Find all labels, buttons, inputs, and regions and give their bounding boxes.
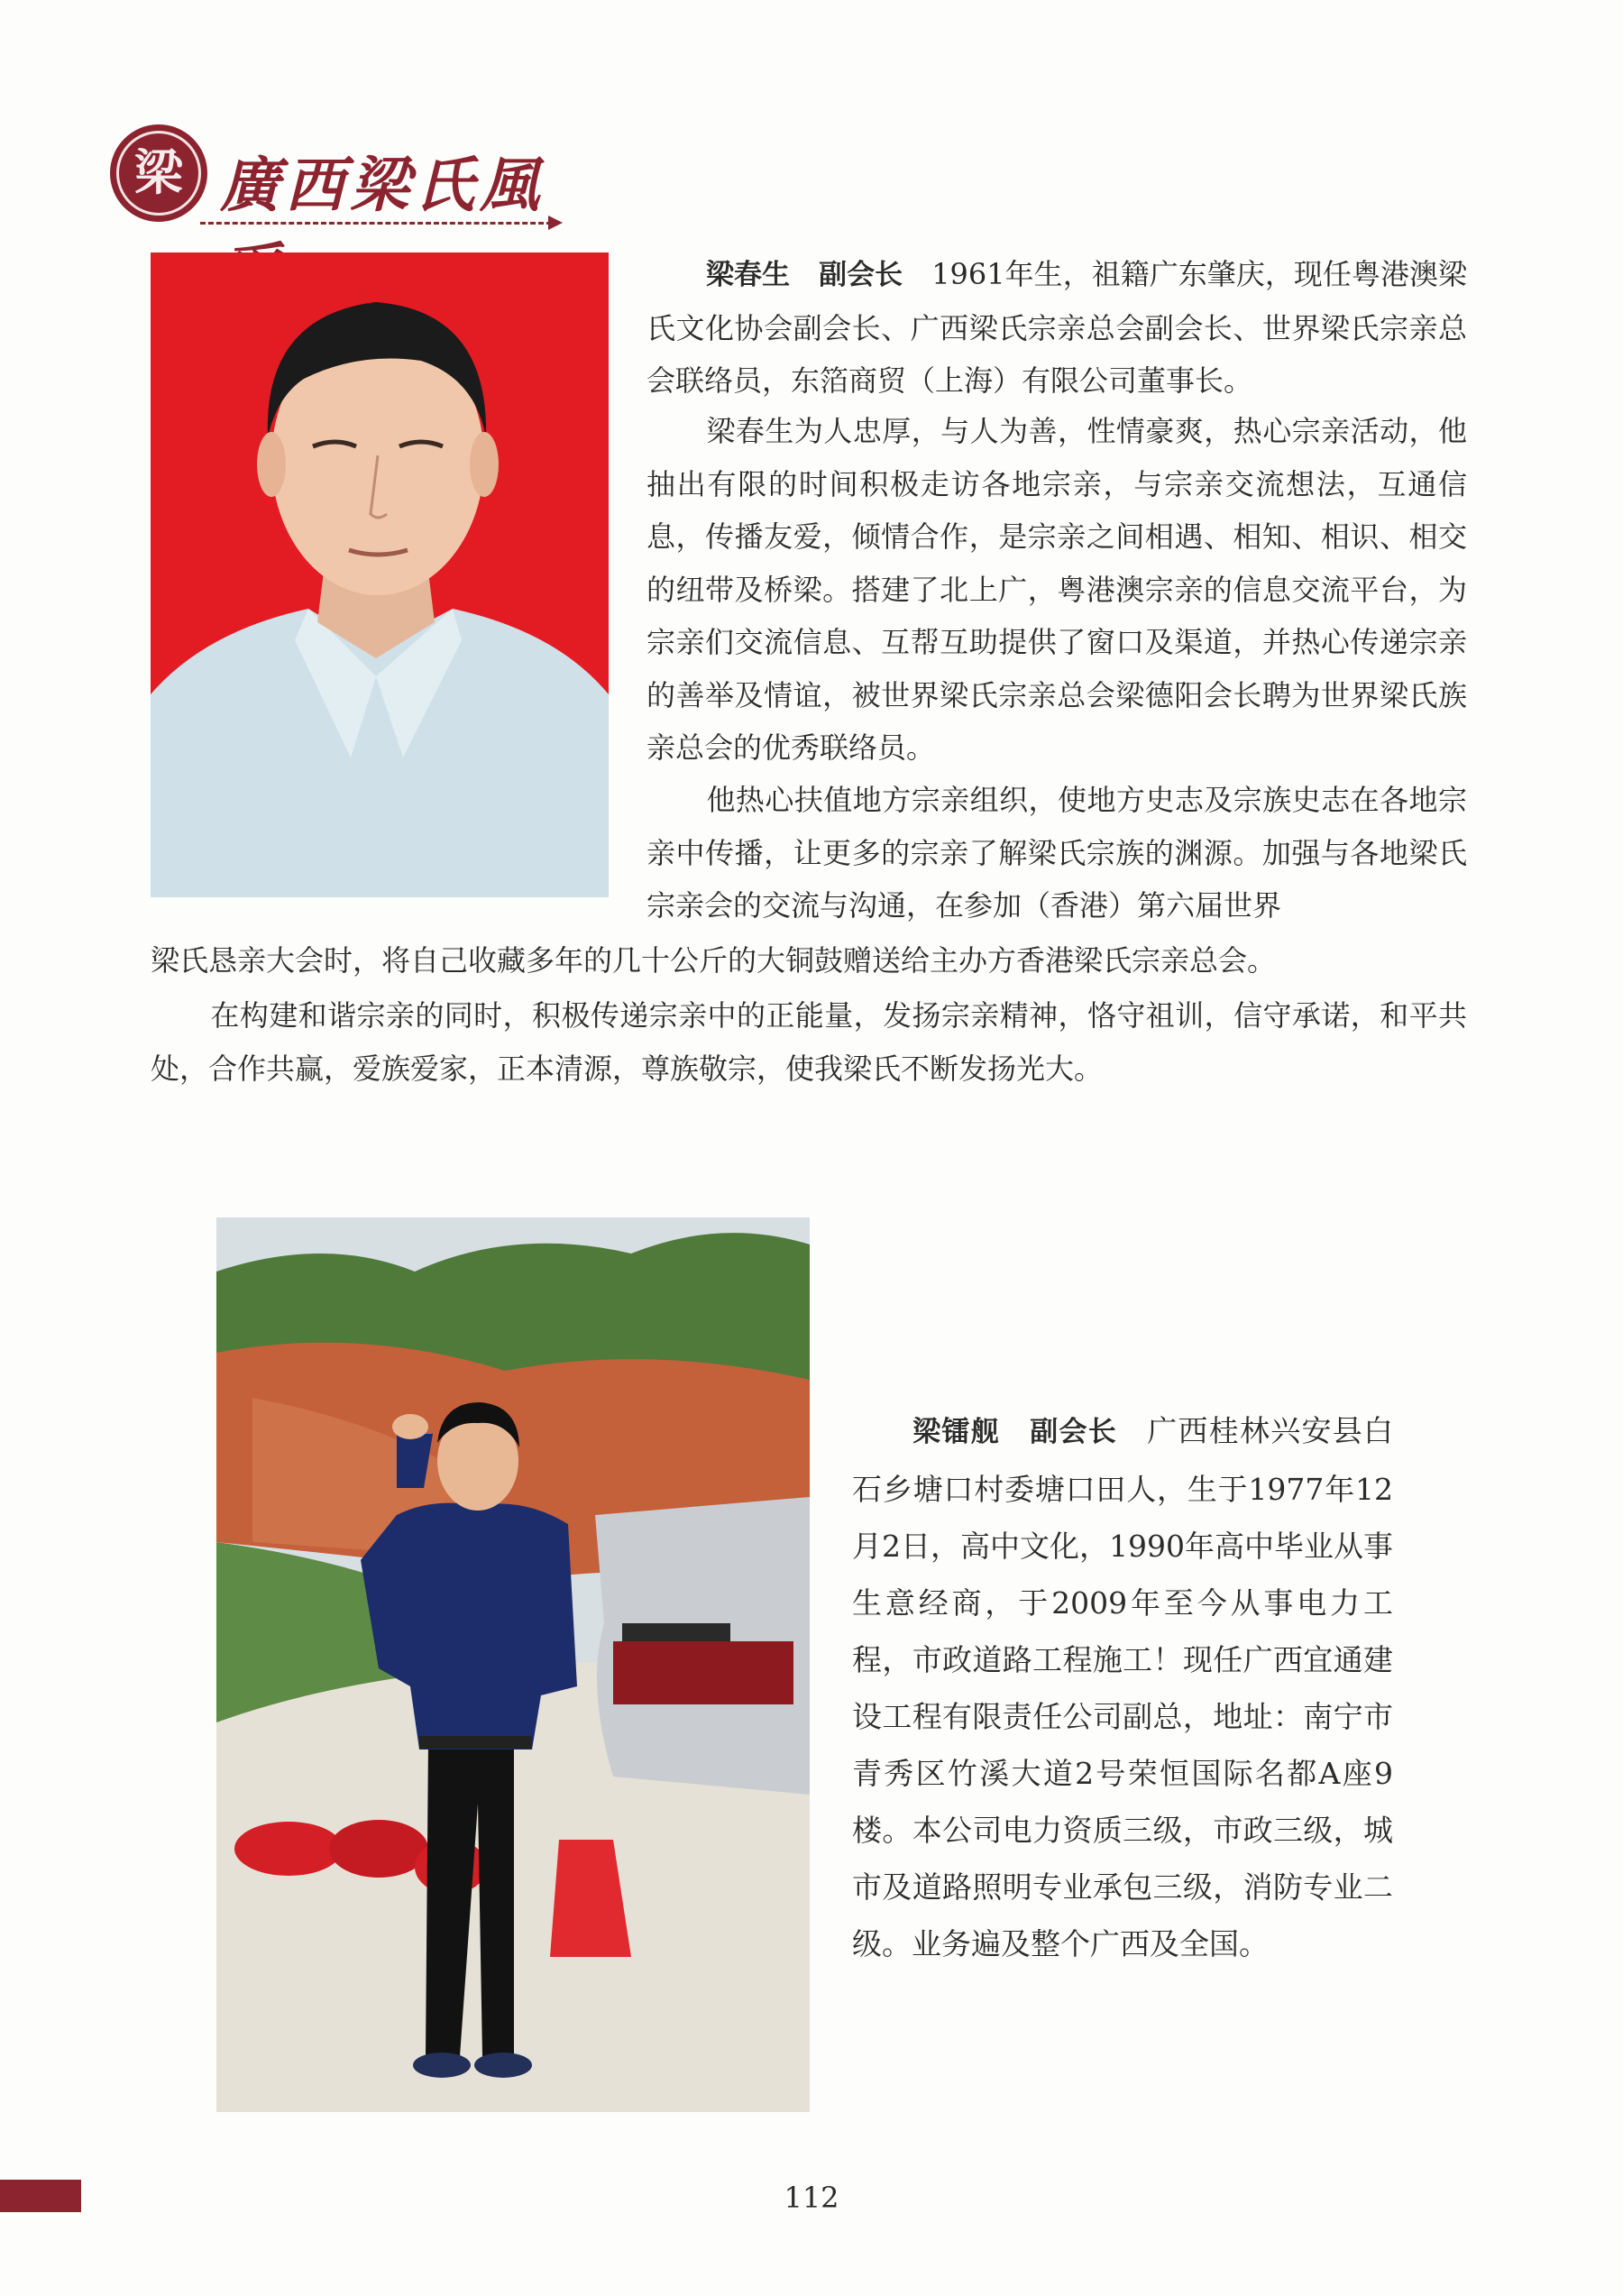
person-name: 梁镭舰 — [912, 1416, 1000, 1448]
bio-paragraph — [646, 774, 1467, 932]
seal-character: 梁 — [116, 131, 201, 216]
seal-icon — [110, 124, 207, 222]
bio-intro-chunsheng — [646, 248, 1467, 408]
paragraph-text: 梁氏恳亲大会时，将自己收藏多年的几十公斤的大铜鼓赠送给主办方香港梁氏宗亲总会。 — [151, 943, 1277, 978]
person-name: 梁春生 — [706, 259, 791, 291]
intro-text: 1961年生，祖籍广东肇庆，现任粤港澳梁氏文化协会副会长、广西梁氏宗亲总会副会长、世界梁氏宗亲总会联络员，东箔商贸（上海）有限公司董事长。 — [646, 257, 1467, 398]
dashed-divider — [200, 222, 552, 225]
arrow-right-icon — [548, 216, 563, 230]
paragraph-text: 他热心扶值地方宗亲组织，使地方史志及宗族史志在各地宗亲中传播，让更多的宗亲了解梁氏宗族的渊源。加强与各地梁氏宗亲会的交流与沟通，在参加（香港）第六届世界 — [646, 783, 1467, 923]
bio-leijian — [852, 1402, 1393, 1972]
section-title: 廣西梁氏風 — [220, 150, 545, 220]
outdoor-photo — [216, 1217, 810, 2112]
page-number: 112 — [784, 2181, 839, 2215]
paragraph-text: 在构建和谐宗亲的同时，积极传递宗亲中的正能量，发扬宗亲精神，恪守祖训，信守承诺，和平共处，合作共赢，爱族爱家，正本清源，尊族敬宗，使我梁氏不断发扬光大。 — [151, 998, 1467, 1086]
person-role: 副会长 — [1029, 1416, 1117, 1448]
bio-paragraph-continuation — [151, 934, 1467, 987]
person-role: 副会长 — [819, 259, 903, 291]
bio-text: 广西桂林兴安县白石乡塘口村委塘口田人，生于1977年12月2日，高中文化，1990年高中毕业从事生意经商，于2009年至今从事电力工程，市政道路工程施工！现任广西宜通建设工程有限责任公司副总，地址：南宁市青秀区竹溪大道2号荣恒国际名都A座9楼。本公司电力资质三级，市政三级，城市及道路照明专业承包三级，消防专业二级。业务遍及整个广西及全国。 — [852, 1413, 1393, 1961]
paragraph-text: 梁春生为人忠厚，与人为善，性情豪爽，热心宗亲活动，他抽出有限的时间积极走访各地宗亲，与宗亲交流想法，互通信息，传播友爱，倾情合作，是宗亲之间相遇、相知、相识、相交的纽带及桥梁。搭建了北上广，粤港澳宗亲的信息交流平台，为宗亲们交流信息、互帮互助提供了窗口及渠道，并热心传递宗亲的善举及情谊，被世界梁氏宗亲总会梁德阳会长聘为世界梁氏族亲总会的优秀联络员。 — [646, 414, 1467, 765]
bio-paragraph — [646, 405, 1467, 775]
header-logo — [110, 124, 561, 242]
portrait-photo — [151, 253, 609, 897]
bio-paragraph — [151, 989, 1467, 1095]
